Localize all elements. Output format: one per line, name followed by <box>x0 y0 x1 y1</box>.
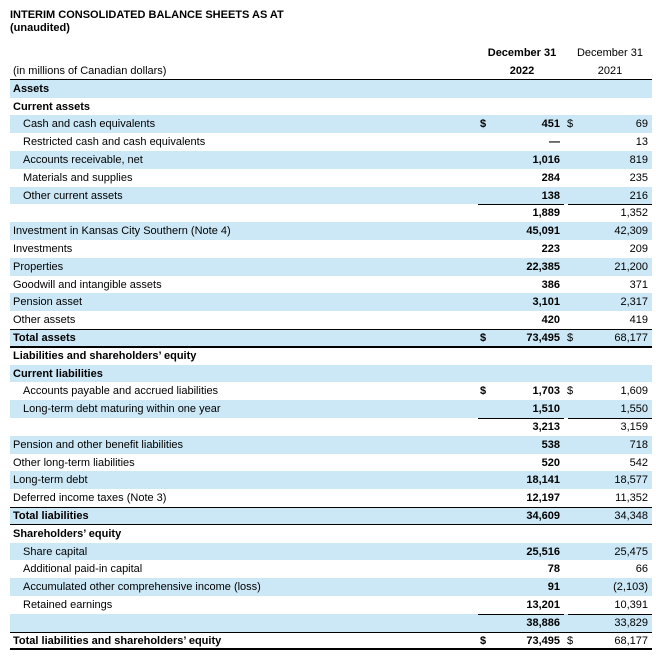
row-label: Pension and other benefit liabilities <box>13 438 184 451</box>
row-label: Accounts receivable, net <box>23 154 143 166</box>
row-label: Total assets <box>13 332 76 344</box>
value-2021: 371 <box>629 278 648 291</box>
value-2022: 451 <box>541 118 560 131</box>
currency-symbol-2022: $ <box>480 634 487 647</box>
currency-symbol-2021: $ <box>567 332 574 344</box>
table-row <box>10 62 652 80</box>
value-2022: 138 <box>541 189 560 202</box>
value-2022: 78 <box>547 563 560 576</box>
value-2022: 1,016 <box>532 154 560 166</box>
value-2022: 520 <box>541 456 560 469</box>
table-row <box>10 471 652 489</box>
value-2021: 209 <box>629 243 648 255</box>
statement-subtitle: (unaudited) <box>10 22 70 34</box>
table-row <box>10 311 652 329</box>
value-2021: (2,103) <box>613 581 648 594</box>
col1-header-line1: December 31 <box>487 47 557 59</box>
value-2021: 69 <box>635 118 648 131</box>
table-row <box>10 204 652 222</box>
table-row <box>10 543 652 561</box>
value-2022: 420 <box>541 314 560 327</box>
value-2021: 66 <box>635 563 648 576</box>
value-2021: 235 <box>629 171 648 184</box>
value-2022: 73,495 <box>526 634 560 647</box>
row-label: Liabilities and shareholders’ equity <box>13 349 197 362</box>
table-row <box>10 169 652 187</box>
table-row <box>10 436 652 454</box>
value-2022: 223 <box>541 243 560 255</box>
row-label: Long-term debt <box>13 474 88 487</box>
value-2022: 538 <box>541 438 560 451</box>
col2-header-line1: December 31 <box>576 47 644 59</box>
row-label: Current assets <box>13 100 91 113</box>
value-2021: 10,391 <box>614 599 648 611</box>
table-row <box>10 596 652 614</box>
value-2021: 718 <box>629 438 648 451</box>
table-row <box>10 222 652 240</box>
table-rule <box>10 79 652 80</box>
currency-symbol-2021: $ <box>567 385 574 398</box>
currency-symbol-2022: $ <box>480 332 487 344</box>
row-label: Additional paid-in capital <box>23 563 143 576</box>
row-label: Accounts payable and accrued liabilities <box>23 385 219 398</box>
table-row <box>10 115 652 133</box>
row-label: Materials and supplies <box>23 171 133 184</box>
value-2022: 13,201 <box>526 599 560 611</box>
currency-symbol-2022: $ <box>480 118 487 131</box>
row-label: Investment in Kansas City Southern (Note 4) <box>13 225 231 238</box>
row-label: Properties <box>13 260 64 273</box>
value-2021: 2,317 <box>620 296 648 309</box>
value-2022: 284 <box>541 171 560 184</box>
value-2022: 73,495 <box>526 332 560 344</box>
table-row <box>10 187 652 205</box>
table-row <box>10 151 652 169</box>
row-label: Pension asset <box>13 296 83 309</box>
row-label: Total liabilities <box>13 510 89 522</box>
value-2022: 25,516 <box>526 545 560 558</box>
table-rule <box>568 418 652 419</box>
row-label: Cash and cash equivalents <box>23 118 156 131</box>
row-label: Other long-term liabilities <box>13 456 135 469</box>
row-label: Current liabilities <box>13 367 103 380</box>
table-rule <box>10 632 652 633</box>
value-2022: 91 <box>547 581 560 594</box>
value-2022: 34,609 <box>526 510 560 522</box>
value-2022: 386 <box>541 278 560 291</box>
table-row <box>10 560 652 578</box>
value-2022: 1,889 <box>532 207 560 220</box>
table-rule <box>10 346 652 348</box>
table-rule <box>568 204 652 205</box>
currency-symbol-2021: $ <box>567 118 574 131</box>
row-label: Total liabilities and shareholders’ equity <box>13 634 222 647</box>
value-2022: 45,091 <box>526 225 560 238</box>
value-2022: 3,213 <box>532 421 560 433</box>
table-rule <box>10 524 652 525</box>
row-label: Goodwill and intangible assets <box>13 278 162 291</box>
value-2021: 68,177 <box>614 634 648 647</box>
row-label: Other current assets <box>23 189 123 202</box>
table-row <box>10 258 652 276</box>
value-2021: 542 <box>629 456 648 469</box>
value-2021: 1,609 <box>620 385 648 398</box>
row-label: Retained earnings <box>23 599 113 611</box>
currency-symbol-2022: $ <box>480 385 487 398</box>
table-row <box>10 489 652 507</box>
value-2021: 13 <box>635 136 648 149</box>
value-2022: 1,510 <box>532 403 560 416</box>
value-2021: 21,200 <box>614 260 648 273</box>
table-row <box>10 347 652 365</box>
value-2021: 1,550 <box>620 403 648 416</box>
table-rule <box>478 418 564 419</box>
row-label: Accumulated other comprehensive income (loss) <box>23 581 261 594</box>
value-2021: 1,352 <box>620 207 648 220</box>
table-rule <box>10 648 652 650</box>
value-2021: 419 <box>629 314 648 327</box>
row-label: Investments <box>13 243 73 255</box>
table-rule <box>478 204 564 205</box>
row-label: Share capital <box>23 545 88 558</box>
table-row <box>10 133 652 151</box>
value-2022: — <box>549 136 560 149</box>
table-row <box>10 632 652 650</box>
value-2021: 3,159 <box>620 421 648 433</box>
row-label: Other assets <box>13 314 76 327</box>
table-rule <box>478 614 564 615</box>
table-row <box>10 365 652 383</box>
statement-title: INTERIM CONSOLIDATED BALANCE SHEETS AS AT <box>10 9 284 21</box>
value-2021: 34,348 <box>614 510 648 522</box>
value-2021: 11,352 <box>615 492 648 505</box>
table-rule <box>10 507 652 508</box>
value-2022: 3,101 <box>532 296 560 309</box>
table-rule <box>10 329 652 330</box>
row-label: Restricted cash and cash equivalents <box>23 136 206 149</box>
value-2021: 68,177 <box>614 332 648 344</box>
table-row <box>10 382 652 400</box>
row-label: (in millions of Canadian dollars) <box>13 65 167 77</box>
table-row <box>10 276 652 294</box>
value-2021: 25,475 <box>614 545 648 558</box>
table-row <box>10 329 652 347</box>
value-2022: 38,886 <box>526 616 560 629</box>
col1-header-line2: 2022 <box>509 65 535 77</box>
value-2022: 12,197 <box>526 492 560 505</box>
row-label: Deferred income taxes (Note 3) <box>13 492 167 505</box>
table-row <box>10 400 652 418</box>
value-2022: 18,141 <box>526 474 560 487</box>
value-2021: 819 <box>629 154 648 166</box>
value-2021: 18,577 <box>614 474 648 487</box>
table-row <box>10 614 652 632</box>
value-2021: 216 <box>629 189 648 202</box>
table-row <box>10 507 652 525</box>
table-row <box>10 98 652 116</box>
value-2021: 33,829 <box>614 616 648 629</box>
col2-header-line2: 2021 <box>597 65 623 77</box>
table-rule <box>568 614 652 615</box>
currency-symbol-2021: $ <box>567 634 574 647</box>
table-row <box>10 578 652 596</box>
row-label: Long-term debt maturing within one year <box>23 403 221 416</box>
value-2022: 1,703 <box>532 385 560 398</box>
table-row <box>10 418 652 436</box>
value-2021: 42,309 <box>614 225 648 238</box>
table-row <box>10 454 652 472</box>
value-2022: 22,385 <box>526 260 560 273</box>
row-label: Assets <box>13 82 50 95</box>
table-row <box>10 525 652 543</box>
row-label: Shareholders’ equity <box>13 527 122 540</box>
table-row <box>10 240 652 258</box>
table-row <box>10 80 652 98</box>
table-row <box>10 293 652 311</box>
